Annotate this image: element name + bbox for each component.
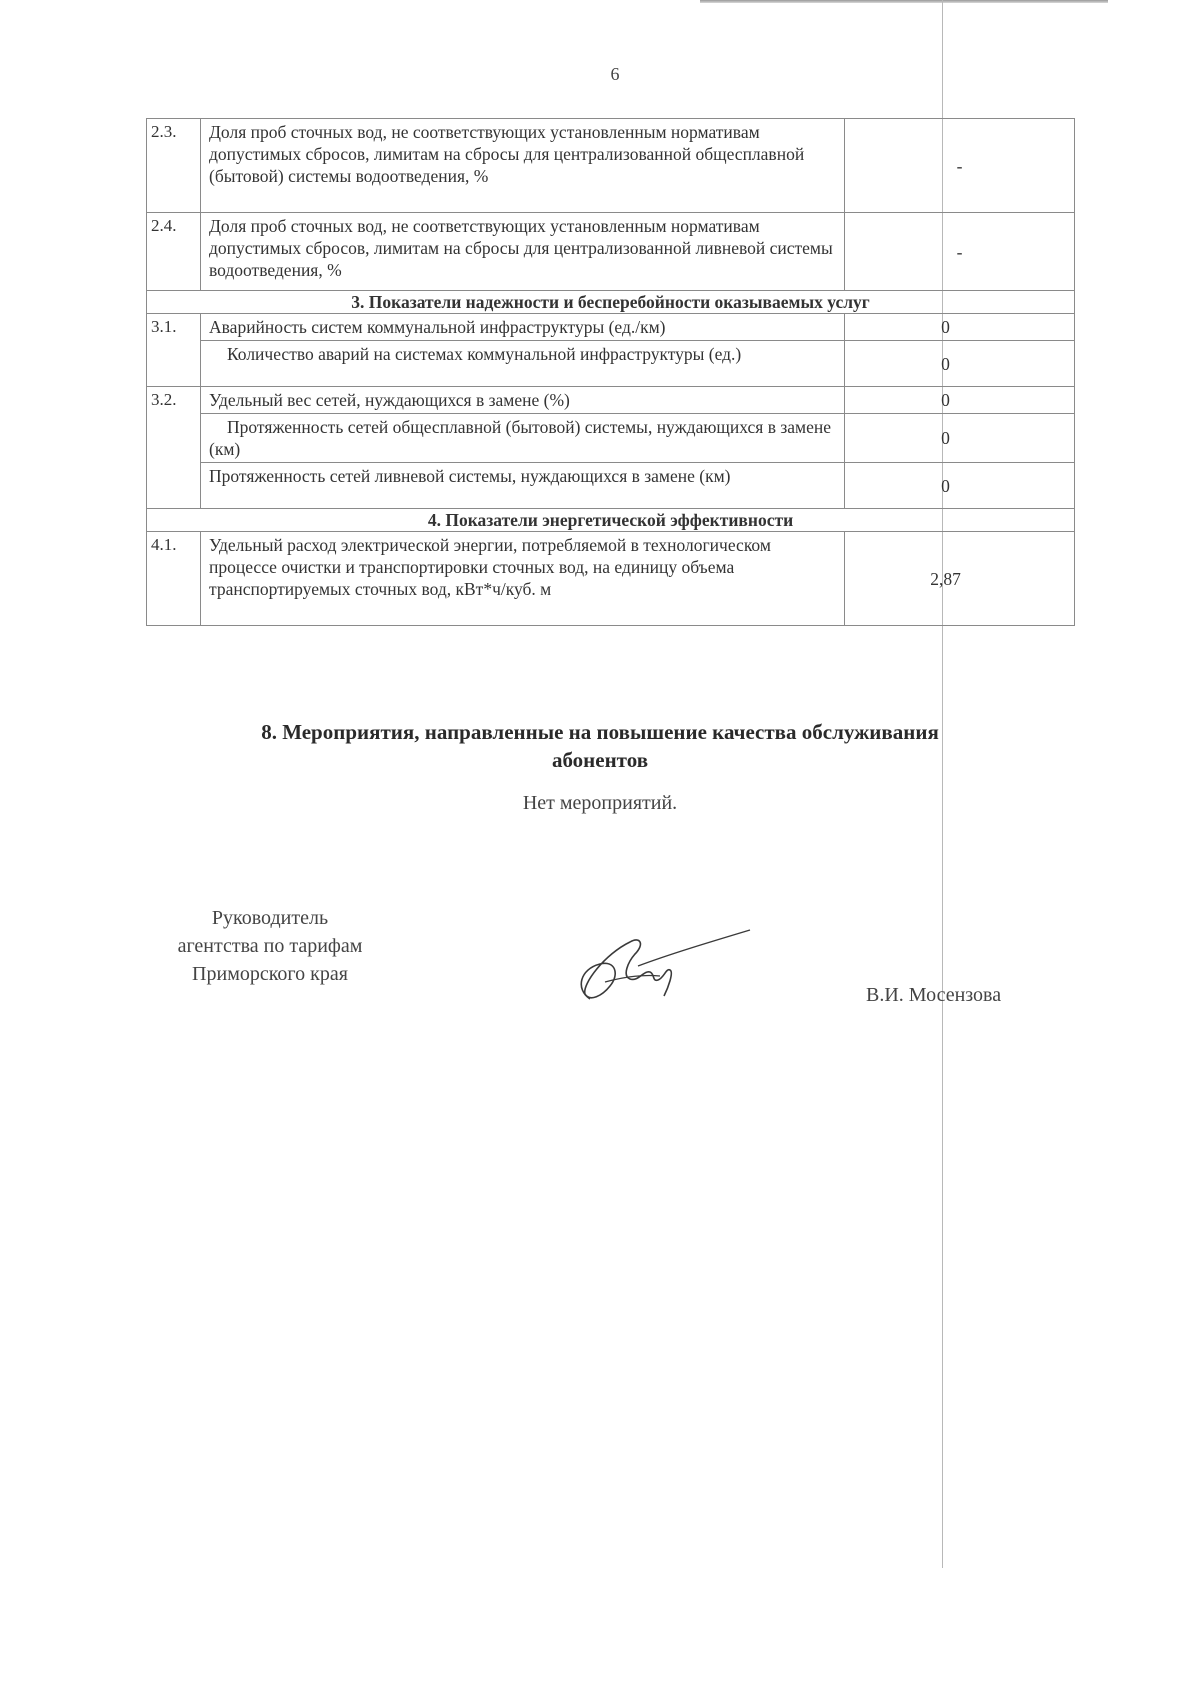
row-number: 4.1. — [147, 532, 201, 626]
indicator-value: 0 — [845, 463, 1075, 509]
signer-title — [130, 904, 410, 988]
signer-title-line: Приморского края — [192, 963, 348, 985]
indicator-name: Аварийность систем коммунальной инфраструктуры (ед./км) — [201, 314, 845, 341]
section-row — [147, 291, 1075, 314]
signer-title-line: Руководитель — [211, 907, 329, 929]
indicator-value: 2,87 — [845, 532, 1075, 626]
row-number: 3.2. — [147, 387, 201, 509]
indicator-value: 0 — [845, 414, 1075, 463]
section8-note: Нет мероприятий. — [522, 792, 678, 814]
section-row — [147, 509, 1075, 532]
indicator-name: Удельный вес сетей, нуждающихся в замене (%) — [201, 387, 845, 414]
table-row — [147, 341, 1075, 387]
indicator-name: Удельный расход электрической энергии, потребляемой в технологическом процессе очистки и транспортировки сточных вод, на единицу объема транспортируемых сточных вод, кВт*ч/куб. м — [201, 532, 845, 626]
indicators-table — [146, 118, 1075, 626]
signer-name: В.И. Мосензова — [866, 984, 1002, 1006]
indicator-name: Количество аварий на системах коммунальной инфраструктуры (ед.) — [201, 341, 845, 387]
section-title: 4. Показатели энергетической эффективности — [147, 509, 1075, 532]
section-title: 3. Показатели надежности и бесперебойности оказываемых услуг — [147, 291, 1075, 314]
table-row — [147, 532, 1075, 626]
indicator-value: - — [845, 119, 1075, 213]
table-row — [147, 213, 1075, 291]
indicator-name: Доля проб сточных вод, не соответствующих установленным нормативам допустимых сбросов, лимитам на сбросы для централизованной ливневой системы водоотведения, % — [201, 213, 845, 291]
table-row — [147, 314, 1075, 341]
indicator-name: Протяженность сетей общесплавной (бытовой) системы, нуждающихся в замене (км) — [201, 414, 845, 463]
indicator-value: 0 — [845, 314, 1075, 341]
indicator-name: Протяженность сетей ливневой системы, нуждающихся в замене (км) — [201, 463, 845, 509]
indicator-value: 0 — [845, 341, 1075, 387]
table-row — [147, 119, 1075, 213]
indicator-value: 0 — [845, 387, 1075, 414]
indicator-value: - — [845, 213, 1075, 291]
row-number: 2.4. — [147, 213, 201, 291]
table-row — [147, 387, 1075, 414]
scan-edge-line — [700, 0, 1108, 3]
indicator-name: Доля проб сточных вод, не соответствующих установленным нормативам допустимых сбросов, лимитам на сбросы для централизованной общесплавной (бытовой) системы водоотведения, % — [201, 119, 845, 213]
table-row — [147, 463, 1075, 509]
page-number: 6 — [610, 64, 620, 84]
section8-heading: 8. Мероприятия, направленные на повышение качества обслуживания абонентов — [261, 720, 939, 772]
handwritten-signature — [560, 924, 760, 1014]
row-number: 3.1. — [147, 314, 201, 387]
row-number: 2.3. — [147, 119, 201, 213]
table-row — [147, 414, 1075, 463]
signer-title-line: агентства по тарифам — [177, 935, 363, 957]
